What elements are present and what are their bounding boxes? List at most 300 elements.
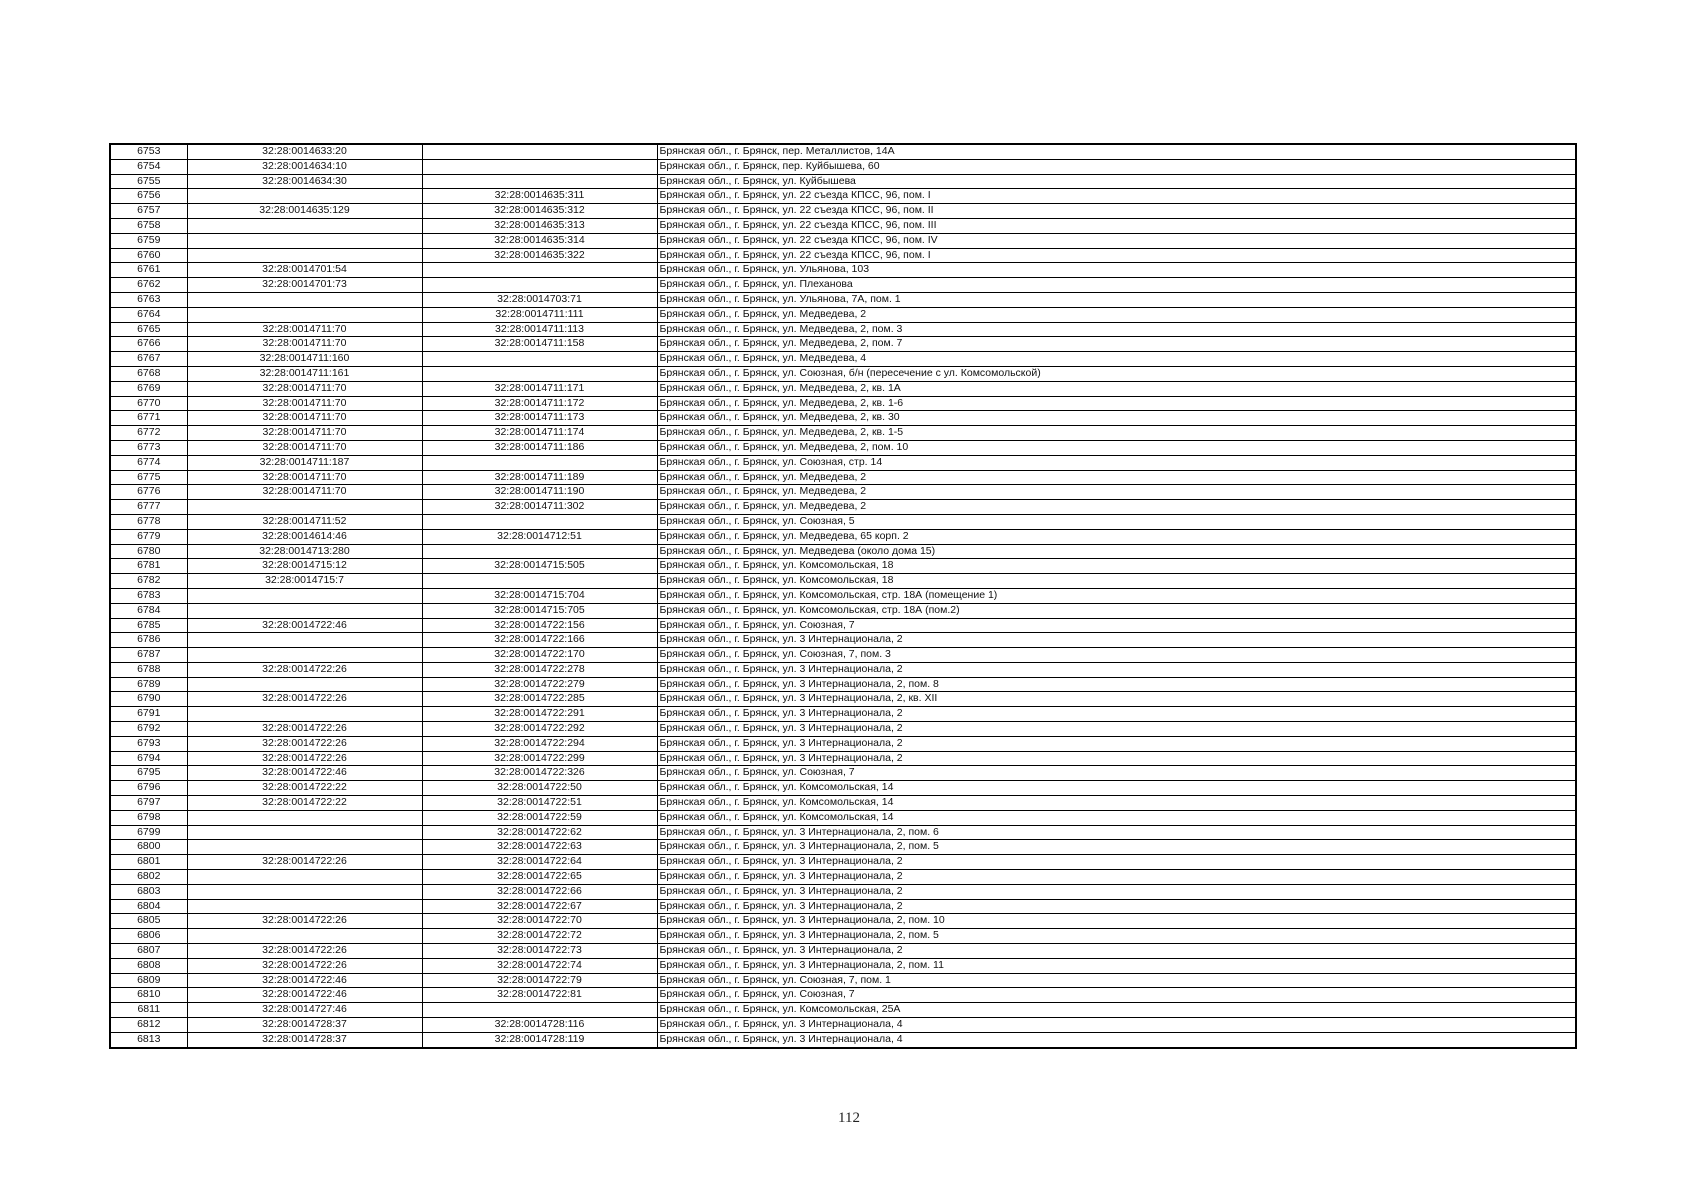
object-cadastral-number-cell: 32:28:0014722:73 xyxy=(422,944,657,959)
land-cadastral-number-cell xyxy=(187,218,422,233)
address-cell: Брянская обл., г. Брянск, ул. Медведева, 2 xyxy=(657,307,1576,322)
table-row xyxy=(110,855,1576,870)
row-number-cell: 6759 xyxy=(110,233,187,248)
table-row xyxy=(110,337,1576,352)
address-cell: Брянская обл., г. Брянск, ул. 3 Интернационала, 2, пом. 8 xyxy=(657,677,1576,692)
object-cadastral-number-cell: 32:28:0014711:113 xyxy=(422,322,657,337)
address-cell: Брянская обл., г. Брянск, ул. Медведева, 2 xyxy=(657,500,1576,515)
address-cell: Брянская обл., г. Брянск, ул. Куйбышева xyxy=(657,174,1576,189)
land-cadastral-number-cell: 32:28:0014722:22 xyxy=(187,781,422,796)
row-number-cell: 6789 xyxy=(110,677,187,692)
land-cadastral-number-cell: 32:28:0014727:46 xyxy=(187,1003,422,1018)
object-cadastral-number-cell: 32:28:0014728:116 xyxy=(422,1018,657,1033)
object-cadastral-number-cell: 32:28:0014722:79 xyxy=(422,973,657,988)
table-row xyxy=(110,233,1576,248)
land-cadastral-number-cell xyxy=(187,248,422,263)
row-number-cell: 6771 xyxy=(110,411,187,426)
row-number-cell: 6805 xyxy=(110,914,187,929)
address-cell: Брянская обл., г. Брянск, ул. Медведева (около дома 15) xyxy=(657,544,1576,559)
page-number: 112 xyxy=(838,1110,860,1126)
land-cadastral-number-cell: 32:28:0014722:26 xyxy=(187,662,422,677)
table-row xyxy=(110,500,1576,515)
land-cadastral-number-cell: 32:28:0014722:26 xyxy=(187,751,422,766)
row-number-cell: 6767 xyxy=(110,352,187,367)
land-cadastral-number-cell xyxy=(187,825,422,840)
table-row xyxy=(110,884,1576,899)
table-row xyxy=(110,1032,1576,1047)
table-row xyxy=(110,633,1576,648)
address-cell: Брянская обл., г. Брянск, ул. 3 Интернационала, 2 xyxy=(657,751,1576,766)
address-cell: Брянская обл., г. Брянск, ул. Комсомольская, стр. 18А (пом.2) xyxy=(657,603,1576,618)
row-number-cell: 6782 xyxy=(110,574,187,589)
table-row xyxy=(110,470,1576,485)
object-cadastral-number-cell: 32:28:0014722:285 xyxy=(422,692,657,707)
object-cadastral-number-cell: 32:28:0014711:172 xyxy=(422,396,657,411)
land-cadastral-number-cell: 32:28:0014713:280 xyxy=(187,544,422,559)
row-number-cell: 6785 xyxy=(110,618,187,633)
object-cadastral-number-cell: 32:28:0014711:302 xyxy=(422,500,657,515)
table-row xyxy=(110,322,1576,337)
land-cadastral-number-cell xyxy=(187,899,422,914)
table-row xyxy=(110,914,1576,929)
address-cell: Брянская обл., г. Брянск, пер. Металлистов, 14А xyxy=(657,144,1576,159)
table-row xyxy=(110,766,1576,781)
address-cell: Брянская обл., г. Брянск, ул. Медведева, 2, пом. 3 xyxy=(657,322,1576,337)
object-cadastral-number-cell: 32:28:0014722:51 xyxy=(422,796,657,811)
land-cadastral-number-cell: 32:28:0014728:37 xyxy=(187,1018,422,1033)
row-number-cell: 6777 xyxy=(110,500,187,515)
row-number-cell: 6770 xyxy=(110,396,187,411)
row-number-cell: 6766 xyxy=(110,337,187,352)
object-cadastral-number-cell: 32:28:0014635:311 xyxy=(422,189,657,204)
table-row xyxy=(110,870,1576,885)
table-row xyxy=(110,648,1576,663)
row-number-cell: 6813 xyxy=(110,1032,187,1047)
land-cadastral-number-cell: 32:28:0014634:30 xyxy=(187,174,422,189)
address-cell: Брянская обл., г. Брянск, ул. 22 съезда КПСС, 96, пом. I xyxy=(657,248,1576,263)
table-row xyxy=(110,1003,1576,1018)
address-cell: Брянская обл., г. Брянск, ул. 3 Интернационала, 4 xyxy=(657,1032,1576,1047)
row-number-cell: 6773 xyxy=(110,440,187,455)
address-cell: Брянская обл., г. Брянск, ул. 3 Интернационала, 2 xyxy=(657,899,1576,914)
address-cell: Брянская обл., г. Брянск, ул. Комсомольская, 14 xyxy=(657,796,1576,811)
row-number-cell: 6808 xyxy=(110,958,187,973)
table-row xyxy=(110,455,1576,470)
row-number-cell: 6783 xyxy=(110,588,187,603)
table-row xyxy=(110,796,1576,811)
address-cell: Брянская обл., г. Брянск, ул. Медведева, 2, пом. 7 xyxy=(657,337,1576,352)
row-number-cell: 6793 xyxy=(110,736,187,751)
row-number-cell: 6778 xyxy=(110,514,187,529)
land-cadastral-number-cell xyxy=(187,233,422,248)
object-cadastral-number-cell: 32:28:0014722:62 xyxy=(422,825,657,840)
table-row xyxy=(110,944,1576,959)
address-cell: Брянская обл., г. Брянск, ул. Союзная, 5 xyxy=(657,514,1576,529)
table-row xyxy=(110,292,1576,307)
row-number-cell: 6799 xyxy=(110,825,187,840)
object-cadastral-number-cell: 32:28:0014711:171 xyxy=(422,381,657,396)
row-number-cell: 6779 xyxy=(110,529,187,544)
land-cadastral-number-cell: 32:28:0014711:160 xyxy=(187,352,422,367)
table-row xyxy=(110,988,1576,1003)
object-cadastral-number-cell: 32:28:0014711:111 xyxy=(422,307,657,322)
table-row xyxy=(110,278,1576,293)
register-table xyxy=(109,143,1577,1049)
land-cadastral-number-cell: 32:28:0014715:12 xyxy=(187,559,422,574)
address-cell: Брянская обл., г. Брянск, ул. Союзная, 7 xyxy=(657,618,1576,633)
row-number-cell: 6760 xyxy=(110,248,187,263)
land-cadastral-number-cell: 32:28:0014635:129 xyxy=(187,204,422,219)
table-row xyxy=(110,144,1576,159)
table-row xyxy=(110,929,1576,944)
address-cell: Брянская обл., г. Брянск, ул. Медведева, 2 xyxy=(657,470,1576,485)
address-cell: Брянская обл., г. Брянск, ул. 3 Интернационала, 2 xyxy=(657,944,1576,959)
land-cadastral-number-cell: 32:28:0014722:46 xyxy=(187,618,422,633)
table-row xyxy=(110,189,1576,204)
row-number-cell: 6797 xyxy=(110,796,187,811)
object-cadastral-number-cell: 32:28:0014635:322 xyxy=(422,248,657,263)
table-row xyxy=(110,514,1576,529)
land-cadastral-number-cell: 32:28:0014722:26 xyxy=(187,944,422,959)
object-cadastral-number-cell xyxy=(422,514,657,529)
row-number-cell: 6796 xyxy=(110,781,187,796)
object-cadastral-number-cell: 32:28:0014715:704 xyxy=(422,588,657,603)
address-cell: Брянская обл., г. Брянск, ул. Комсомольская, 25А xyxy=(657,1003,1576,1018)
land-cadastral-number-cell: 32:28:0014711:52 xyxy=(187,514,422,529)
row-number-cell: 6765 xyxy=(110,322,187,337)
land-cadastral-number-cell xyxy=(187,307,422,322)
table-row xyxy=(110,529,1576,544)
row-number-cell: 6758 xyxy=(110,218,187,233)
table-row xyxy=(110,544,1576,559)
table-row xyxy=(110,485,1576,500)
row-number-cell: 6804 xyxy=(110,899,187,914)
land-cadastral-number-cell: 32:28:0014722:46 xyxy=(187,988,422,1003)
object-cadastral-number-cell: 32:28:0014711:173 xyxy=(422,411,657,426)
object-cadastral-number-cell: 32:28:0014635:314 xyxy=(422,233,657,248)
table-row xyxy=(110,574,1576,589)
object-cadastral-number-cell xyxy=(422,352,657,367)
object-cadastral-number-cell xyxy=(422,574,657,589)
land-cadastral-number-cell xyxy=(187,870,422,885)
object-cadastral-number-cell xyxy=(422,1003,657,1018)
address-cell: Брянская обл., г. Брянск, ул. Союзная, 7 xyxy=(657,988,1576,1003)
address-cell: Брянская обл., г. Брянск, ул. 3 Интернационала, 4 xyxy=(657,1018,1576,1033)
address-cell: Брянская обл., г. Брянск, ул. 3 Интернационала, 2 xyxy=(657,855,1576,870)
object-cadastral-number-cell xyxy=(422,544,657,559)
object-cadastral-number-cell: 32:28:0014722:81 xyxy=(422,988,657,1003)
row-number-cell: 6762 xyxy=(110,278,187,293)
table-row xyxy=(110,588,1576,603)
object-cadastral-number-cell: 32:28:0014722:74 xyxy=(422,958,657,973)
object-cadastral-number-cell xyxy=(422,144,657,159)
land-cadastral-number-cell: 32:28:0014711:161 xyxy=(187,366,422,381)
object-cadastral-number-cell: 32:28:0014722:292 xyxy=(422,722,657,737)
row-number-cell: 6769 xyxy=(110,381,187,396)
address-cell: Брянская обл., г. Брянск, ул. Медведева, 2, кв. 30 xyxy=(657,411,1576,426)
object-cadastral-number-cell xyxy=(422,278,657,293)
land-cadastral-number-cell xyxy=(187,929,422,944)
row-number-cell: 6768 xyxy=(110,366,187,381)
row-number-cell: 6776 xyxy=(110,485,187,500)
row-number-cell: 6809 xyxy=(110,973,187,988)
object-cadastral-number-cell xyxy=(422,174,657,189)
table-row xyxy=(110,218,1576,233)
address-cell: Брянская обл., г. Брянск, ул. 3 Интернационала, 2, пом. 10 xyxy=(657,914,1576,929)
land-cadastral-number-cell xyxy=(187,292,422,307)
land-cadastral-number-cell: 32:28:0014722:26 xyxy=(187,958,422,973)
address-cell: Брянская обл., г. Брянск, ул. 3 Интернационала, 2 xyxy=(657,884,1576,899)
object-cadastral-number-cell: 32:28:0014711:186 xyxy=(422,440,657,455)
row-number-cell: 6753 xyxy=(110,144,187,159)
table-row xyxy=(110,426,1576,441)
table-row xyxy=(110,781,1576,796)
address-cell: Брянская обл., г. Брянск, ул. Союзная, б/н (пересечение с ул. Комсомольской) xyxy=(657,366,1576,381)
table-row xyxy=(110,411,1576,426)
land-cadastral-number-cell xyxy=(187,707,422,722)
row-number-cell: 6801 xyxy=(110,855,187,870)
row-number-cell: 6775 xyxy=(110,470,187,485)
address-cell: Брянская обл., г. Брянск, ул. 3 Интернационала, 2 xyxy=(657,662,1576,677)
address-cell: Брянская обл., г. Брянск, ул. Ульянова, 7А, пом. 1 xyxy=(657,292,1576,307)
table-row xyxy=(110,707,1576,722)
land-cadastral-number-cell: 32:28:0014634:10 xyxy=(187,159,422,174)
object-cadastral-number-cell: 32:28:0014712:51 xyxy=(422,529,657,544)
address-cell: Брянская обл., г. Брянск, ул. 3 Интернационала, 2 xyxy=(657,722,1576,737)
land-cadastral-number-cell: 32:28:0014722:26 xyxy=(187,692,422,707)
object-cadastral-number-cell: 32:28:0014722:63 xyxy=(422,840,657,855)
address-cell: Брянская обл., г. Брянск, ул. Комсомольская, 14 xyxy=(657,781,1576,796)
land-cadastral-number-cell xyxy=(187,500,422,515)
row-number-cell: 6806 xyxy=(110,929,187,944)
address-cell: Брянская обл., г. Брянск, ул. Комсомольская, 18 xyxy=(657,559,1576,574)
object-cadastral-number-cell xyxy=(422,263,657,278)
address-cell: Брянская обл., г. Брянск, ул. 3 Интернационала, 2 xyxy=(657,707,1576,722)
land-cadastral-number-cell: 32:28:0014711:70 xyxy=(187,411,422,426)
land-cadastral-number-cell xyxy=(187,633,422,648)
land-cadastral-number-cell: 32:28:0014701:54 xyxy=(187,263,422,278)
address-cell: Брянская обл., г. Брянск, ул. Комсомольская, стр. 18А (помещение 1) xyxy=(657,588,1576,603)
row-number-cell: 6761 xyxy=(110,263,187,278)
table-row xyxy=(110,973,1576,988)
row-number-cell: 6802 xyxy=(110,870,187,885)
land-cadastral-number-cell: 32:28:0014633:20 xyxy=(187,144,422,159)
row-number-cell: 6812 xyxy=(110,1018,187,1033)
land-cadastral-number-cell: 32:28:0014711:70 xyxy=(187,485,422,500)
row-number-cell: 6807 xyxy=(110,944,187,959)
row-number-cell: 6791 xyxy=(110,707,187,722)
object-cadastral-number-cell: 32:28:0014703:71 xyxy=(422,292,657,307)
object-cadastral-number-cell: 32:28:0014715:705 xyxy=(422,603,657,618)
object-cadastral-number-cell xyxy=(422,366,657,381)
land-cadastral-number-cell xyxy=(187,603,422,618)
table-row xyxy=(110,307,1576,322)
land-cadastral-number-cell xyxy=(187,588,422,603)
address-cell: Брянская обл., г. Брянск, ул. Медведева, 65 корп. 2 xyxy=(657,529,1576,544)
address-cell: Брянская обл., г. Брянск, ул. Медведева, 2, кв. 1А xyxy=(657,381,1576,396)
address-cell: Брянская обл., г. Брянск, ул. Медведева, 4 xyxy=(657,352,1576,367)
row-number-cell: 6781 xyxy=(110,559,187,574)
table-row xyxy=(110,603,1576,618)
land-cadastral-number-cell: 32:28:0014728:37 xyxy=(187,1032,422,1047)
row-number-cell: 6786 xyxy=(110,633,187,648)
address-cell: Брянская обл., г. Брянск, ул. Плеханова xyxy=(657,278,1576,293)
address-cell: Брянская обл., г. Брянск, ул. 22 съезда КПСС, 96, пом. II xyxy=(657,204,1576,219)
object-cadastral-number-cell xyxy=(422,455,657,470)
row-number-cell: 6754 xyxy=(110,159,187,174)
object-cadastral-number-cell: 32:28:0014635:312 xyxy=(422,204,657,219)
table-row xyxy=(110,692,1576,707)
land-cadastral-number-cell xyxy=(187,840,422,855)
address-cell: Брянская обл., г. Брянск, ул. Медведева, 2, кв. 1-6 xyxy=(657,396,1576,411)
land-cadastral-number-cell: 32:28:0014711:70 xyxy=(187,440,422,455)
address-cell: Брянская обл., г. Брянск, ул. Комсомольская, 14 xyxy=(657,810,1576,825)
row-number-cell: 6792 xyxy=(110,722,187,737)
land-cadastral-number-cell xyxy=(187,648,422,663)
table-row xyxy=(110,366,1576,381)
land-cadastral-number-cell xyxy=(187,189,422,204)
land-cadastral-number-cell: 32:28:0014715:7 xyxy=(187,574,422,589)
land-cadastral-number-cell: 32:28:0014701:73 xyxy=(187,278,422,293)
object-cadastral-number-cell: 32:28:0014722:65 xyxy=(422,870,657,885)
object-cadastral-number-cell: 32:28:0014722:170 xyxy=(422,648,657,663)
row-number-cell: 6787 xyxy=(110,648,187,663)
table-row xyxy=(110,352,1576,367)
table-row xyxy=(110,248,1576,263)
object-cadastral-number-cell: 32:28:0014728:119 xyxy=(422,1032,657,1047)
address-cell: Брянская обл., г. Брянск, ул. 3 Интернационала, 2, кв. XII xyxy=(657,692,1576,707)
table-row xyxy=(110,204,1576,219)
land-cadastral-number-cell xyxy=(187,884,422,899)
row-number-cell: 6811 xyxy=(110,1003,187,1018)
object-cadastral-number-cell: 32:28:0014722:291 xyxy=(422,707,657,722)
table-row xyxy=(110,722,1576,737)
land-cadastral-number-cell: 32:28:0014614:46 xyxy=(187,529,422,544)
address-cell: Брянская обл., г. Брянск, ул. Медведева, 2, пом. 10 xyxy=(657,440,1576,455)
row-number-cell: 6798 xyxy=(110,810,187,825)
object-cadastral-number-cell: 32:28:0014722:66 xyxy=(422,884,657,899)
table-row xyxy=(110,174,1576,189)
row-number-cell: 6794 xyxy=(110,751,187,766)
address-cell: Брянская обл., г. Брянск, ул. Ульянова, 103 xyxy=(657,263,1576,278)
address-cell: Брянская обл., г. Брянск, ул. Союзная, 7, пом. 1 xyxy=(657,973,1576,988)
row-number-cell: 6780 xyxy=(110,544,187,559)
row-number-cell: 6774 xyxy=(110,455,187,470)
object-cadastral-number-cell: 32:28:0014722:156 xyxy=(422,618,657,633)
land-cadastral-number-cell xyxy=(187,677,422,692)
land-cadastral-number-cell: 32:28:0014722:26 xyxy=(187,722,422,737)
object-cadastral-number-cell: 32:28:0014711:174 xyxy=(422,426,657,441)
address-cell: Брянская обл., г. Брянск, ул. 3 Интернационала, 2, пом. 5 xyxy=(657,840,1576,855)
table-row xyxy=(110,159,1576,174)
object-cadastral-number-cell: 32:28:0014722:279 xyxy=(422,677,657,692)
object-cadastral-number-cell: 32:28:0014715:505 xyxy=(422,559,657,574)
address-cell: Брянская обл., г. Брянск, ул. 22 съезда КПСС, 96, пом. I xyxy=(657,189,1576,204)
address-cell: Брянская обл., г. Брянск, ул. Союзная, 7 xyxy=(657,766,1576,781)
table-row xyxy=(110,263,1576,278)
row-number-cell: 6756 xyxy=(110,189,187,204)
table-row xyxy=(110,1018,1576,1033)
row-number-cell: 6803 xyxy=(110,884,187,899)
address-cell: Брянская обл., г. Брянск, ул. 3 Интернационала, 2, пом. 11 xyxy=(657,958,1576,973)
register-body xyxy=(110,144,1576,1048)
address-cell: Брянская обл., г. Брянск, ул. 3 Интернационала, 2 xyxy=(657,736,1576,751)
table-row xyxy=(110,958,1576,973)
row-number-cell: 6795 xyxy=(110,766,187,781)
object-cadastral-number-cell: 32:28:0014711:189 xyxy=(422,470,657,485)
table-row xyxy=(110,736,1576,751)
table-row xyxy=(110,381,1576,396)
table-row xyxy=(110,440,1576,455)
table-row xyxy=(110,751,1576,766)
land-cadastral-number-cell: 32:28:0014722:22 xyxy=(187,796,422,811)
address-cell: Брянская обл., г. Брянск, ул. Комсомольская, 18 xyxy=(657,574,1576,589)
row-number-cell: 6772 xyxy=(110,426,187,441)
address-cell: Брянская обл., г. Брянск, ул. 22 съезда КПСС, 96, пом. IV xyxy=(657,233,1576,248)
row-number-cell: 6764 xyxy=(110,307,187,322)
object-cadastral-number-cell: 32:28:0014722:59 xyxy=(422,810,657,825)
land-cadastral-number-cell: 32:28:0014722:46 xyxy=(187,766,422,781)
object-cadastral-number-cell: 32:28:0014722:166 xyxy=(422,633,657,648)
object-cadastral-number-cell xyxy=(422,159,657,174)
object-cadastral-number-cell: 32:28:0014722:64 xyxy=(422,855,657,870)
land-cadastral-number-cell: 32:28:0014722:26 xyxy=(187,914,422,929)
row-number-cell: 6755 xyxy=(110,174,187,189)
land-cadastral-number-cell: 32:28:0014711:70 xyxy=(187,322,422,337)
object-cadastral-number-cell: 32:28:0014711:190 xyxy=(422,485,657,500)
address-cell: Брянская обл., г. Брянск, ул. Медведева, 2, кв. 1-5 xyxy=(657,426,1576,441)
object-cadastral-number-cell: 32:28:0014722:299 xyxy=(422,751,657,766)
land-cadastral-number-cell: 32:28:0014722:26 xyxy=(187,855,422,870)
object-cadastral-number-cell: 32:28:0014711:158 xyxy=(422,337,657,352)
row-number-cell: 6757 xyxy=(110,204,187,219)
land-cadastral-number-cell: 32:28:0014711:70 xyxy=(187,396,422,411)
object-cadastral-number-cell: 32:28:0014635:313 xyxy=(422,218,657,233)
object-cadastral-number-cell: 32:28:0014722:50 xyxy=(422,781,657,796)
object-cadastral-number-cell: 32:28:0014722:72 xyxy=(422,929,657,944)
land-cadastral-number-cell: 32:28:0014711:70 xyxy=(187,337,422,352)
row-number-cell: 6800 xyxy=(110,840,187,855)
object-cadastral-number-cell: 32:28:0014722:294 xyxy=(422,736,657,751)
address-cell: Брянская обл., г. Брянск, ул. 3 Интернационала, 2 xyxy=(657,870,1576,885)
table-row xyxy=(110,899,1576,914)
address-cell: Брянская обл., г. Брянск, ул. 3 Интернационала, 2 xyxy=(657,633,1576,648)
row-number-cell: 6790 xyxy=(110,692,187,707)
row-number-cell: 6788 xyxy=(110,662,187,677)
land-cadastral-number-cell: 32:28:0014711:70 xyxy=(187,426,422,441)
table-row xyxy=(110,618,1576,633)
address-cell: Брянская обл., г. Брянск, ул. 3 Интернационала, 2, пом. 5 xyxy=(657,929,1576,944)
address-cell: Брянская обл., г. Брянск, ул. Союзная, стр. 14 xyxy=(657,455,1576,470)
land-cadastral-number-cell: 32:28:0014711:70 xyxy=(187,381,422,396)
table-row xyxy=(110,396,1576,411)
address-cell: Брянская обл., г. Брянск, ул. 3 Интернационала, 2, пом. 6 xyxy=(657,825,1576,840)
address-cell: Брянская обл., г. Брянск, ул. Медведева, 2 xyxy=(657,485,1576,500)
land-cadastral-number-cell: 32:28:0014722:26 xyxy=(187,736,422,751)
row-number-cell: 6810 xyxy=(110,988,187,1003)
table-row xyxy=(110,840,1576,855)
land-cadastral-number-cell: 32:28:0014711:187 xyxy=(187,455,422,470)
row-number-cell: 6763 xyxy=(110,292,187,307)
land-cadastral-number-cell: 32:28:0014722:46 xyxy=(187,973,422,988)
address-cell: Брянская обл., г. Брянск, ул. Союзная, 7, пом. 3 xyxy=(657,648,1576,663)
object-cadastral-number-cell: 32:28:0014722:326 xyxy=(422,766,657,781)
table-row xyxy=(110,810,1576,825)
land-cadastral-number-cell: 32:28:0014711:70 xyxy=(187,470,422,485)
address-cell: Брянская обл., г. Брянск, ул. 22 съезда КПСС, 96, пом. III xyxy=(657,218,1576,233)
object-cadastral-number-cell: 32:28:0014722:278 xyxy=(422,662,657,677)
address-cell: Брянская обл., г. Брянск, пер. Куйбышева, 60 xyxy=(657,159,1576,174)
